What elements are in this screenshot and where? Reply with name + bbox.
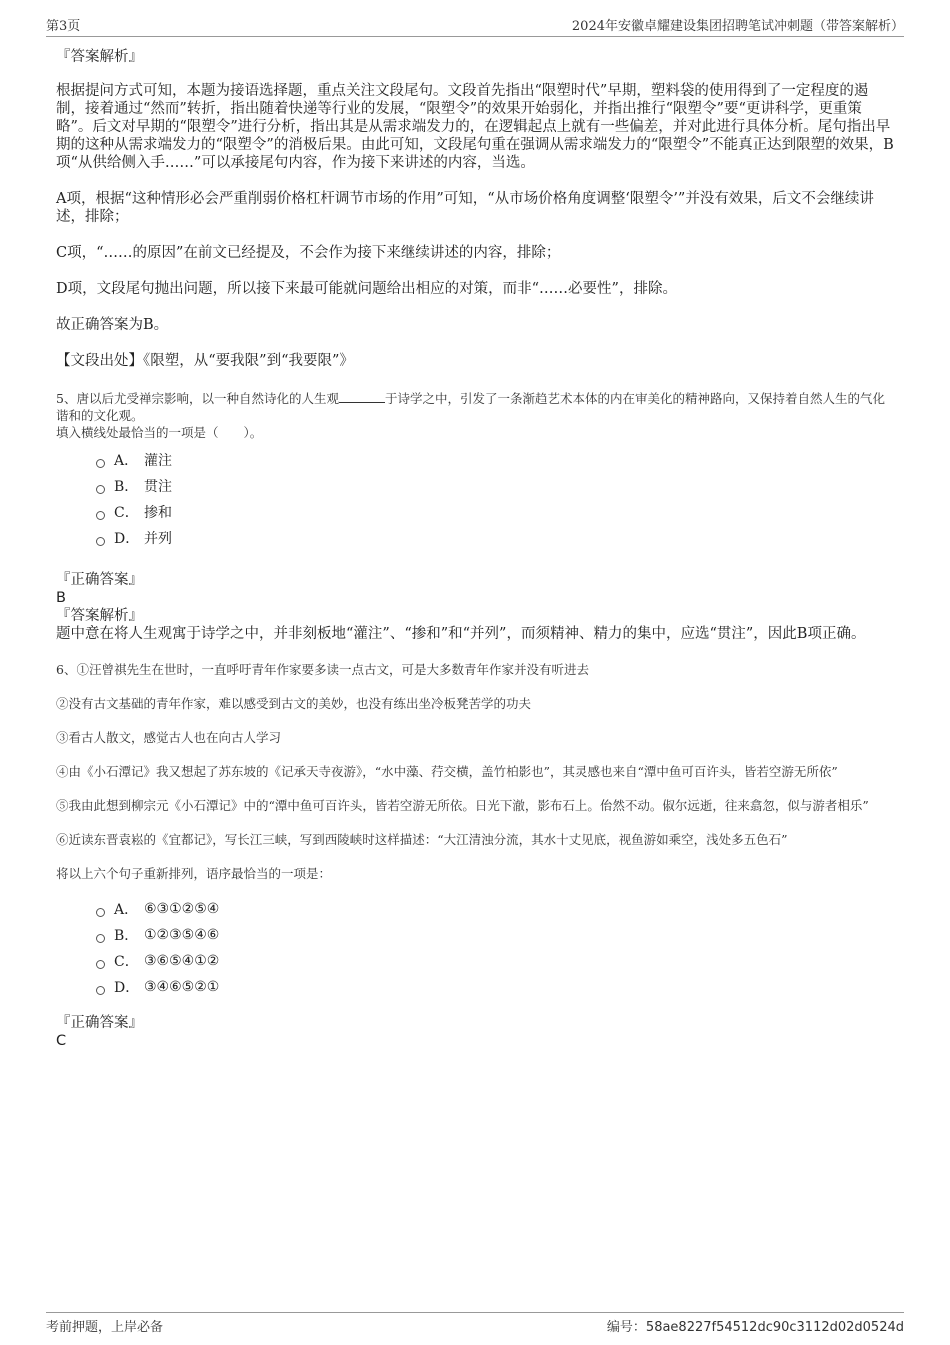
- option-text: ③⑥⑤④①②: [144, 953, 220, 969]
- q5-option-b[interactable]: [96, 473, 896, 499]
- q6-options: [96, 896, 896, 1000]
- q4-point-c: C项，“……的原因”在前文已经提及，不会作为接下来继续讲述的内容，排除；: [56, 245, 561, 261]
- q5-prompt: 填入横线处最恰当的一项是（ ）。: [56, 425, 263, 440]
- q4-conclusion: 故正确答案为B。: [56, 317, 169, 333]
- q4-point-d: D项，文段尾句抛出问题，所以接下来最可能就问题给出相应的对策，而非“……必要性”，排除。: [56, 281, 677, 297]
- q5-stem: [56, 390, 896, 424]
- q6-sentence-1: 6、①汪曾祺先生在世时，一直呼吁青年作家要多读一点古文，可是大多数青年作家并没有听进去: [56, 662, 589, 677]
- q6-sentence-5: ⑤我由此想到柳宗元《小石潭记》中的“潭中鱼可百许头，皆若空游无所依。日光下澈，影布石上。佁然不动。俶尔远逝，往来翕忽，似与游者相乐”: [56, 798, 869, 813]
- document-title: 2024年安徽卓耀建设集团招聘笔试冲刺题（带答案解析）: [571, 19, 904, 34]
- option-text: 灌注: [144, 453, 172, 469]
- option-text: 掺和: [144, 505, 172, 521]
- q6-option-c[interactable]: [96, 948, 896, 974]
- page-footer: [46, 1312, 904, 1335]
- q6-sentence-2: ②没有古文基础的青年作家，难以感受到古文的美妙，也没有练出坐冷板凳苦学的功夫: [56, 696, 532, 711]
- q5-section: [56, 390, 896, 643]
- radio-icon[interactable]: [96, 459, 105, 468]
- q6-option-a[interactable]: [96, 896, 896, 922]
- document-code: [607, 1316, 904, 1335]
- q4-source: 【文段出处】《限塑，从“要我限”到“我要限”》: [56, 353, 354, 369]
- q6-option-b[interactable]: [96, 922, 896, 948]
- q6-sentence-3: ③看古人散文，感觉古人也在向古人学习: [56, 730, 282, 745]
- q5-analysis-text: 题中意在将人生观寓于诗学之中，并非刻板地“灌注”、“掺和”和“并列”，而须精神、精力的集中，应选“贯注”，因此B项正确。: [56, 626, 866, 642]
- q6-answer-title: 『正确答案』: [56, 1015, 143, 1031]
- q6-sentence-6: ⑥近读东晋袁崧的《宜都记》，写长江三峡，写到西陵峡时这样描述：“大江清浊分流，其水十丈见底，视鱼游如乘空，浅处多五色石”: [56, 832, 788, 847]
- radio-icon[interactable]: [96, 537, 105, 546]
- radio-icon[interactable]: [96, 986, 105, 995]
- fill-blank: [339, 390, 385, 403]
- option-label: C．: [114, 954, 139, 970]
- q4-analysis-title: 『答案解析』: [56, 49, 143, 65]
- document-body: [56, 48, 896, 1050]
- page-number: 第3页: [46, 19, 81, 34]
- option-label: D．: [114, 980, 140, 996]
- option-text: ①②③⑤④⑥: [144, 927, 220, 943]
- radio-icon[interactable]: [96, 934, 105, 943]
- option-label: A．: [114, 902, 139, 918]
- option-label: D．: [114, 531, 140, 547]
- radio-icon[interactable]: [96, 908, 105, 917]
- q6-answer: C: [56, 1033, 67, 1049]
- radio-icon[interactable]: [96, 511, 105, 520]
- code-value: 58ae8227f54512dc90c3112d02d0524d: [645, 1320, 904, 1335]
- q5-option-d[interactable]: [96, 525, 896, 551]
- q5-stem-before: 5、唐以后尤受禅宗影响，以一种自然诗化的人生观: [56, 391, 339, 406]
- option-label: B．: [114, 479, 139, 495]
- option-label: A．: [114, 453, 139, 469]
- q4-analysis-text: 根据提问方式可知，本题为接语选择题，重点关注文段尾句。文段首先指出“限塑时代”早期，塑料袋的使用得到了一定程度的遏制，接着通过“然而”转折，指出随着快递等行业的发展，“限塑令”的效果开始弱化，并指出推行“限塑令”要“更讲科学，更重策略”。后文对早期的“限塑令”进行分析，指出其是从需求端发力的，在逻辑起点上就有一些偏差，并对此进行具体分析。尾句指出早期的这种从需求端发力的“限塑令”的消极后果。由此可知，文段尾句重在强调从需求端发力的“限塑令”不能真正达到限塑的效果，B项“从供给侧入手……”可以承接尾句内容，作为接下来讲述的内容，当选。: [56, 83, 894, 171]
- q6-prompt: 将以上六个句子重新排列，语序最恰当的一项是：: [56, 866, 332, 881]
- q6-option-d[interactable]: [96, 974, 896, 1000]
- q4-section: [56, 48, 896, 370]
- option-text: 贯注: [144, 479, 172, 495]
- q5-option-a[interactable]: [96, 447, 896, 473]
- option-label: C．: [114, 505, 139, 521]
- code-label: 编号：: [606, 1320, 646, 1335]
- footer-slogan: 考前押题，上岸必备: [46, 1320, 164, 1335]
- q4-point-a: A项，根据“这种情形必会严重削弱价格杠杆调节市场的作用”可知，“从市场价格角度调整‘限塑令’”并没有效果，后文不会继续讲述，排除；: [56, 191, 874, 225]
- q5-stem-after: 于诗学之中，引发了一条渐趋艺术本体的内在审美化的精神路向，又保持着自然人生的气化谐和的文化观。: [56, 391, 885, 423]
- option-text: ③④⑥⑤②①: [144, 979, 220, 995]
- option-text: 并列: [144, 531, 172, 547]
- q5-option-c[interactable]: [96, 499, 896, 525]
- q6-sentence-4: ④由《小石潭记》我又想起了苏东坡的《记承天寺夜游》，“水中藻、荇交横，盖竹柏影也”，其灵感也来自“潭中鱼可百许头，皆若空游无所依”: [56, 764, 838, 779]
- radio-icon[interactable]: [96, 960, 105, 969]
- q6-section: [56, 661, 896, 1050]
- page-header: [46, 14, 904, 37]
- q5-answer-title: 『正确答案』: [56, 572, 143, 588]
- option-text: ⑥③①②⑤④: [144, 901, 220, 917]
- radio-icon[interactable]: [96, 485, 105, 494]
- q5-answer: B: [56, 590, 66, 606]
- q5-analysis-title: 『答案解析』: [56, 608, 143, 624]
- q5-options: [96, 447, 896, 551]
- option-label: B．: [114, 928, 139, 944]
